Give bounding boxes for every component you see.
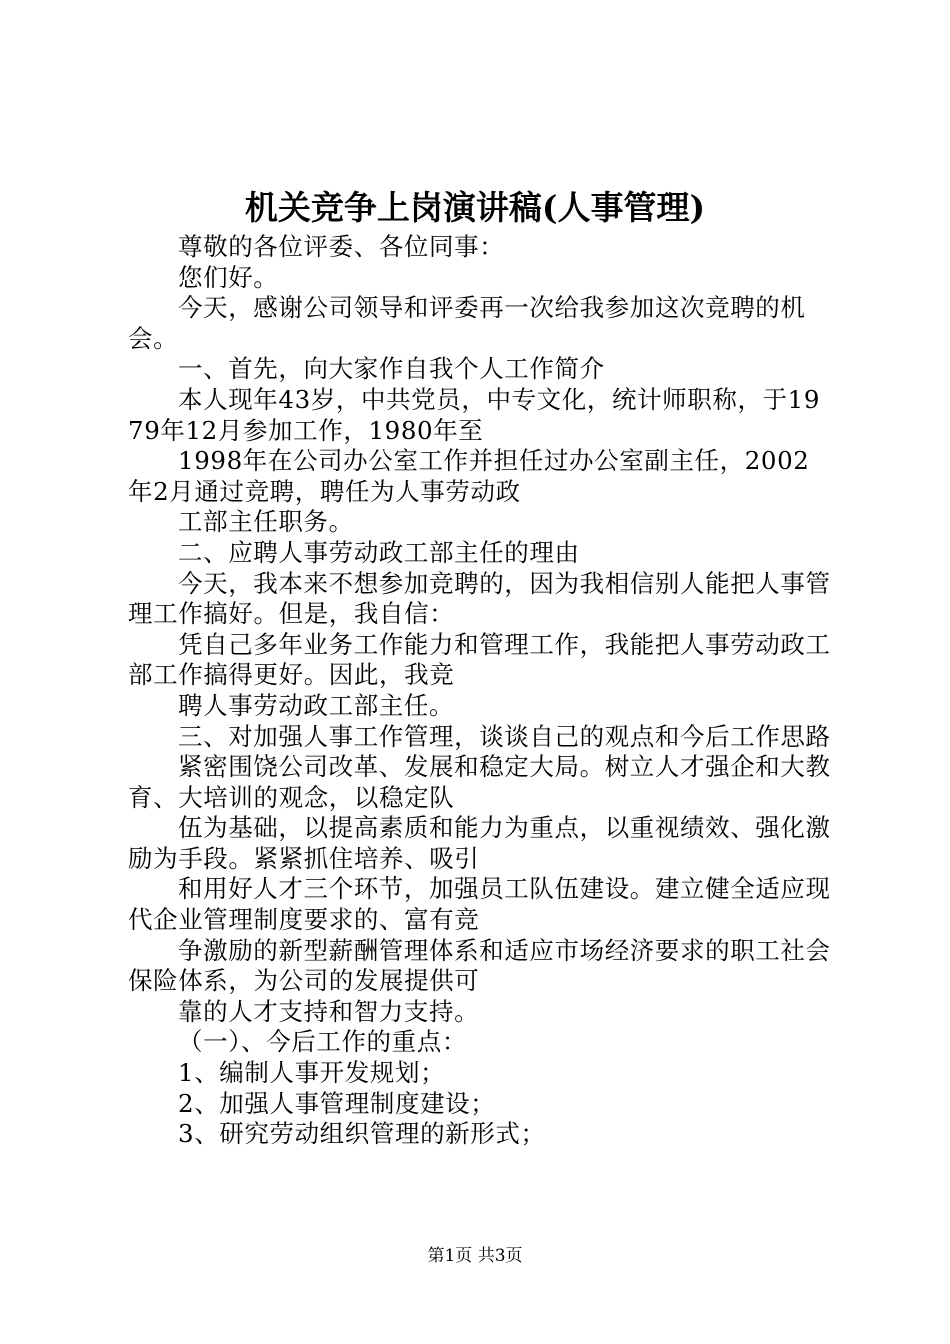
paragraph: 本人现年43岁，中共党员，中专文化，统计师职称，于1979年12月参加工作，1980年至: [128, 384, 821, 445]
paragraph: 伍为基础，以提高素质和能力为重点，以重视绩效、强化激励为手段。紧紧抓住培养、吸引: [128, 813, 831, 873]
paragraph: 紧密围饶公司改革、发展和稳定大局。树立人才强企和大教育、大培训的观念，以稳定队: [128, 752, 831, 812]
paragraph: 争激励的新型薪酬管理体系和适应市场经济要求的职工社会保险体系，为公司的发展提供可: [128, 935, 831, 996]
paragraph: 今天，我本来不想参加竞聘的，因为我相信别人能把人事管理工作搞好。但是，我自信：: [128, 568, 831, 629]
paragraph: 今天，感谢公司领导和评委再一次给我参加这次竞聘的机会。: [128, 293, 806, 353]
paragraph: 二、应聘人事劳动政工部主任的理由: [178, 537, 580, 567]
paragraph: （一）、今后工作的重点：: [178, 1027, 467, 1057]
paragraph: 一、首先，向大家作自我个人工作简介: [178, 354, 605, 384]
page-number-footer: 第1页 共3页: [427, 1246, 523, 1266]
paragraph: 凭自己多年业务工作能力和管理工作，我能把人事劳动政工部工作搞得更好。因此，我竞: [128, 629, 831, 690]
paragraph: 靠的人才支持和智力支持。: [178, 996, 480, 1026]
paragraph: 您们好。: [178, 262, 279, 292]
paragraph: 1、编制人事开发规划；: [178, 1058, 446, 1088]
paragraph: 3、研究劳动组织管理的新形式；: [178, 1119, 546, 1149]
document-body: [128, 232, 834, 1150]
paragraph: 2、加强人事管理制度建设；: [178, 1088, 496, 1118]
paragraph: 尊敬的各位评委、各位同事：: [178, 232, 505, 261]
paragraph: 聘人事劳动政工部主任。: [178, 690, 455, 720]
document-title: 机关竞争上岗演讲稿(人事管理): [244, 188, 706, 227]
paragraph: 工部主任职务。: [178, 507, 354, 537]
paragraph: 1998年在公司办公室工作并担任过办公室副主任，2002年2月通过竞聘，聘任为人事劳动政: [128, 446, 810, 506]
paragraph: 和用好人才三个环节，加强员工队伍建设。建立健全适应现代企业管理制度要求的、富有竞: [128, 874, 831, 935]
paragraph: 三、对加强人事工作管理，谈谈自己的观点和今后工作思路: [178, 721, 831, 751]
